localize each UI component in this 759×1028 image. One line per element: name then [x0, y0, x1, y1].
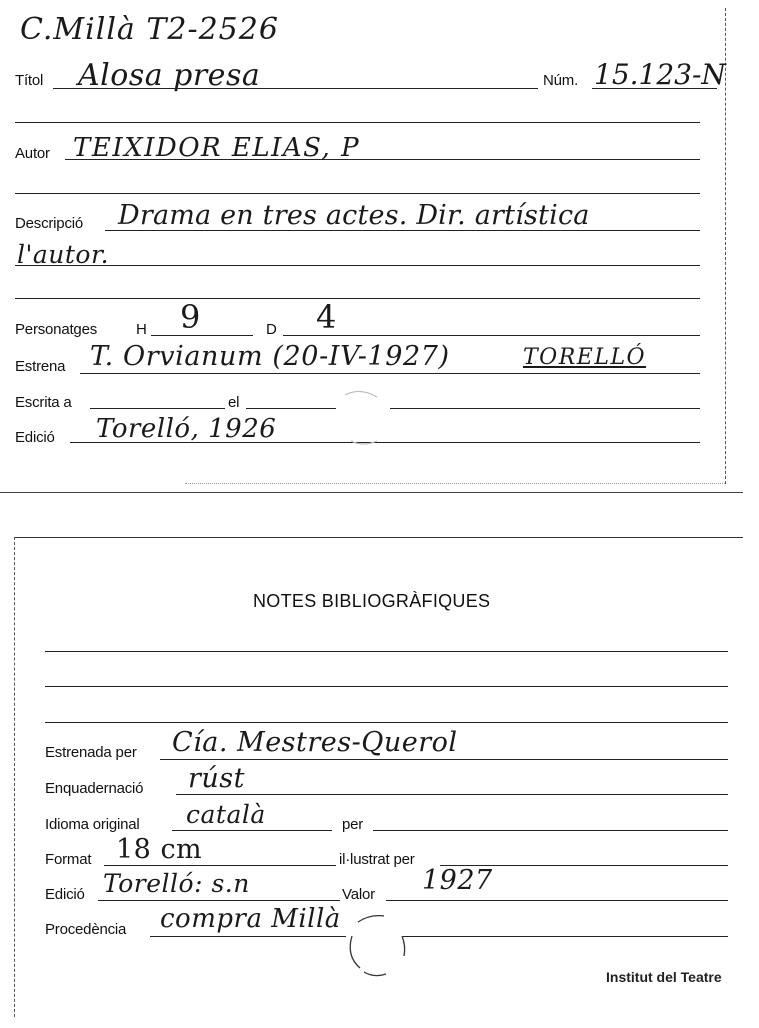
edicio2-line — [98, 900, 340, 901]
estrenada-value: Cía. Mestres-Querol — [172, 727, 458, 758]
format-label: Format — [45, 851, 92, 868]
notes-line-2 — [45, 686, 728, 687]
estrena-line — [80, 373, 700, 374]
card1-bottom-edge — [185, 483, 725, 484]
notes-line-3 — [45, 722, 728, 723]
card-separator — [0, 492, 743, 493]
punch-hole-mark — [325, 385, 395, 455]
procedencia-line — [150, 936, 346, 937]
format-il-label: il·lustrat per — [339, 851, 415, 868]
personatges-d-label: D — [266, 321, 277, 338]
idioma-label: Idioma original — [45, 816, 140, 833]
format-value: 18 cm — [116, 834, 203, 865]
titol-line — [53, 88, 538, 89]
escrita-el-line-2 — [390, 408, 700, 409]
valor-value: 1927 — [422, 865, 493, 896]
notes-line-1 — [45, 651, 728, 652]
card2-top-border — [15, 537, 743, 538]
escrita-line — [90, 408, 225, 409]
institut-footer: Institut del Teatre — [606, 969, 722, 985]
autor-line — [65, 159, 700, 160]
card2-left-border — [14, 537, 15, 1017]
estrena-value: T. Orvianum (20-IV-1927) — [90, 341, 450, 372]
titol-value: Alosa presa — [78, 58, 261, 93]
edicio2-value: Torelló: s.n — [103, 869, 250, 898]
idioma-line — [172, 830, 332, 831]
edicio1-label: Edició — [15, 429, 55, 446]
enquadernacio-value: rúst — [188, 763, 246, 794]
blank-line-1 — [15, 122, 700, 123]
blank-line-2 — [15, 193, 700, 194]
idioma-value: català — [186, 800, 266, 829]
idioma-per-label: per — [342, 816, 364, 833]
descripcio-value-line2: l'autor. — [17, 240, 110, 269]
escrita-el-line — [246, 408, 336, 409]
edicio1-value: Torelló, 1926 — [96, 414, 277, 444]
personatges-h-line — [151, 335, 253, 336]
num-label: Núm. — [543, 72, 579, 89]
personatges-label: Personatges — [15, 321, 98, 338]
escrita-label: Escrita a — [15, 394, 72, 411]
autor-label: Autor — [15, 145, 50, 162]
descripcio-line-2 — [15, 265, 700, 266]
escrita-el-label: el — [228, 394, 240, 411]
valor-label: Valor — [342, 886, 375, 903]
enquadernacio-label: Enquadernació — [45, 780, 144, 797]
titol-label: Títol — [15, 72, 44, 89]
procedencia-value: compra Millà — [160, 904, 341, 934]
num-value: 15.123-N — [594, 58, 726, 91]
estrena-place: TORELLÓ — [523, 345, 647, 370]
notes-heading: NOTES BIBLIOGRÀFIQUES — [253, 591, 491, 611]
num-line — [592, 88, 717, 89]
descripcio-label: Descripció — [15, 215, 84, 232]
descripcio-line-1 — [105, 230, 700, 231]
enquadernacio-line — [176, 794, 728, 795]
call-number: C.Millà T2-2526 — [20, 12, 279, 47]
procedencia-line-2 — [403, 936, 728, 937]
descripcio-value-line1: Drama en tres actes. Dir. artística — [118, 200, 590, 231]
edicio2-label: Edició — [45, 886, 85, 903]
personatges-d-line — [283, 335, 700, 336]
blank-line-3 — [15, 298, 700, 299]
punch-hole-mark-2 — [340, 908, 415, 983]
estrena-label: Estrena — [15, 358, 66, 375]
personatges-h-value: 9 — [180, 298, 201, 336]
autor-value: TEIXIDOR ELIAS, P — [73, 133, 361, 163]
valor-line — [386, 900, 728, 901]
personatges-d-value: 4 — [316, 298, 337, 336]
estrenada-label: Estrenada per — [45, 744, 137, 761]
personatges-h-label: H — [136, 321, 147, 338]
idioma-per-line — [373, 830, 728, 831]
format-line — [104, 865, 336, 866]
estrenada-line — [160, 759, 728, 760]
procedencia-label: Procedència — [45, 921, 127, 938]
